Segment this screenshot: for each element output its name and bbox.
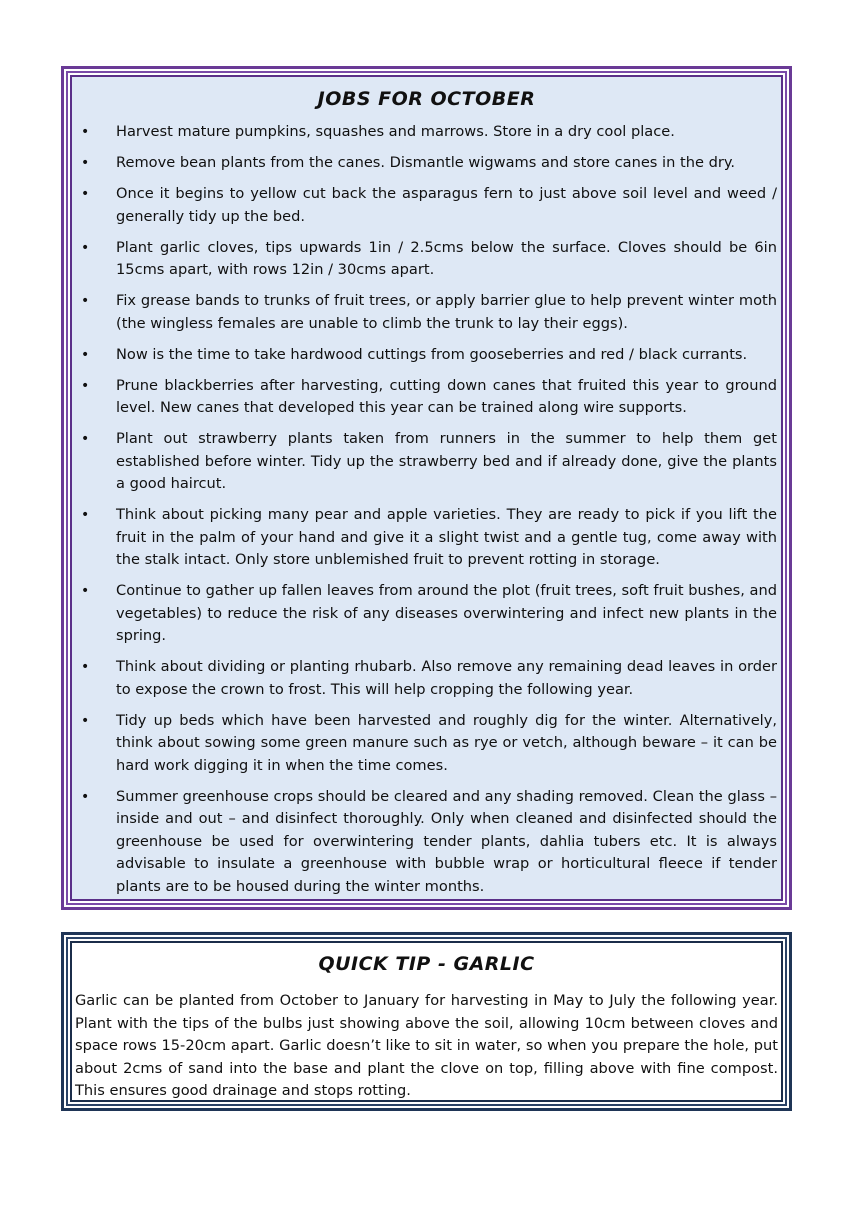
bullet-icon: • [81, 788, 90, 805]
bullet-icon: • [81, 186, 90, 202]
bullet-icon: • [81, 155, 90, 171]
job-item [72, 290, 781, 335]
job-item [72, 580, 781, 648]
bullet-icon: • [81, 431, 90, 447]
job-text: Summer greenhouse crops should be cleared and any shading removed. Clean the glass – inside and out – and disinfect thoroughly. Only when cleaned and disinfected should the greenhouse be used for overwintering tender plants, dahlia tubers etc. It is always advisable to insulate a greenhouse with bubble wrap or horticultural fleece if tender plants are to be housed during the winter months. [116, 787, 777, 895]
job-text: Plant garlic cloves, tips upwards 1in / 2.5cms below the surface. Cloves should be 6in 15cms apart, with rows 12in / 30cms apart. [116, 238, 777, 278]
job-item [72, 152, 781, 175]
bullet-icon: • [81, 124, 90, 140]
garlic-box-content [70, 941, 783, 1102]
bullet-icon: • [81, 377, 90, 394]
job-item [72, 656, 781, 701]
bullet-icon: • [81, 583, 90, 599]
job-text: Remove bean plants from the canes. Dismantle wigwams and store canes in the dry. [116, 154, 736, 171]
jobs-box-border [66, 71, 787, 905]
job-item [72, 786, 781, 899]
job-text: Prune blackberries after harvesting, cutting down canes that fruited this year to ground level. New canes that developed this year can be trained along wire supports. [116, 376, 777, 416]
job-text: Harvest mature pumpkins, squashes and marrows. Store in a dry cool place. [116, 123, 675, 140]
job-text: Tidy up beds which have been harvested and roughly dig for the winter. Alternatively, think about sowing some green manure such as rye or vetch, although beware – it can be hard work digging it in when the time comes. [116, 711, 777, 774]
job-item [72, 504, 781, 572]
garlic-tip-text: Garlic can be planted from October to January for harvesting in May to July the following year. Plant with the tips of the bulbs just showing above the soil, allowing 10cm between cloves and space rows 15-20cm apart. Garlic doesn’t like to sit in water, so when you prepare the hole, put about 2cms of sand into the base and plant the clove on top, filling above with fine compost. This ensures good drainage and stops rotting. [75, 992, 778, 1099]
job-text: Think about dividing or planting rhubarb. Also remove any remaining dead leaves in order to expose the crown to frost. This will help cropping the following year. [116, 658, 777, 698]
quick-tip-garlic-box [61, 932, 792, 1111]
job-text: Fix grease bands to trunks of fruit trees, or apply barrier glue to help prevent winter moth (the wingless females are unable to climb the trunk to lay their eggs). [116, 292, 777, 332]
bullet-icon: • [81, 346, 90, 363]
bullet-icon: • [81, 659, 90, 675]
job-text: Now is the time to take hardwood cuttings from gooseberries and red / black currants. [116, 345, 748, 363]
jobs-for-october-box [61, 66, 792, 910]
job-item [72, 121, 781, 144]
job-text: Continue to gather up fallen leaves from around the plot (fruit trees, soft fruit bushes, and vegetables) to reduce the risk of any diseases overwintering and infect new plants in the spring. [116, 582, 777, 644]
bullet-icon: • [81, 712, 90, 729]
job-item [72, 710, 781, 778]
jobs-box-content [70, 75, 783, 901]
bullet-icon: • [81, 293, 90, 309]
job-item [72, 375, 781, 420]
job-item [72, 344, 781, 367]
garlic-title: QUICK TIP - GARLIC [318, 953, 535, 975]
job-text: Once it begins to yellow cut back the asparagus fern to just above soil level and weed / generally tidy up the bed. [116, 185, 777, 225]
job-item [72, 183, 781, 228]
jobs-title: JOBS FOR OCTOBER [317, 88, 536, 110]
jobs-list [72, 121, 781, 907]
bullet-icon: • [81, 239, 90, 256]
job-item [72, 428, 781, 496]
job-item [72, 237, 781, 282]
bullet-icon: • [81, 507, 90, 523]
garlic-box-border [66, 937, 787, 1106]
job-text: Plant out strawberry plants taken from runners in the summer to help them get established before winter. Tidy up the strawberry bed and if already done, give the plants a good haircut. [116, 430, 777, 492]
job-text: Think about picking many pear and apple varieties. They are ready to pick if you lift the fruit in the palm of your hand and give it a slight twist and a gentle tug, come away with the stalk intact. Only store unblemished fruit to prevent rotting in storage. [116, 506, 777, 568]
